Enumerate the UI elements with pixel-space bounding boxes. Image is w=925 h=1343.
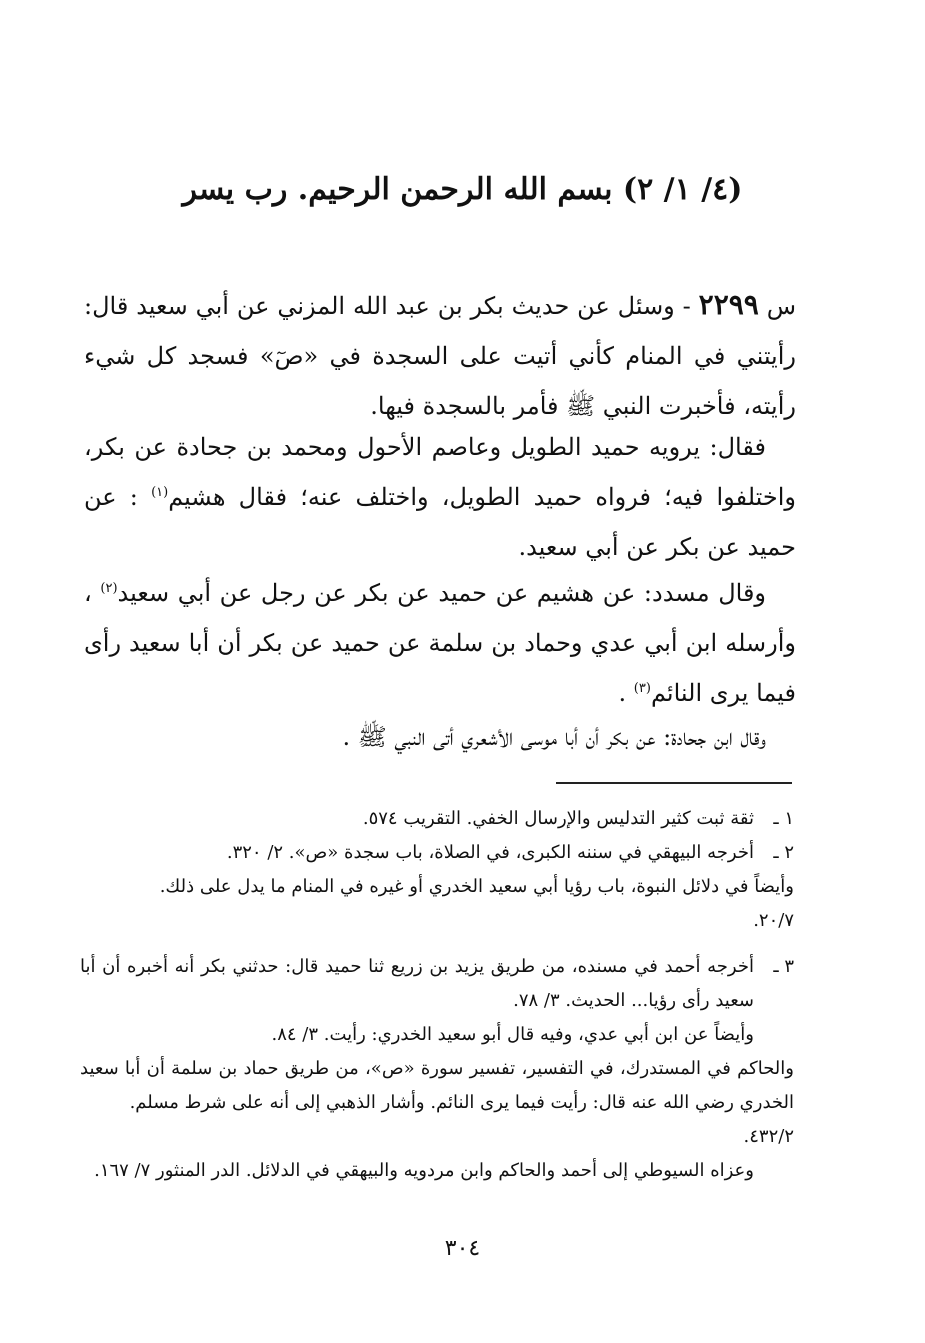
footnote-1: [80, 802, 794, 836]
answer-text-1b: : عن حميد عن بكر عن أبي سعيد.: [84, 483, 796, 561]
footnote-line: والحاكم في المستدرك، في التفسير، تفسير سورة «ص»، من طريق حماد بن سلمة أن أبا سعيد الخدري رضي الله عنه قال: رأيت فيما يرى النائم. وأشار الذهبي إلى أنه على شرط مسلم.: [80, 1058, 794, 1113]
footnote-ref-2: (٢): [100, 581, 118, 596]
footnote-marker: ١ ـ: [773, 808, 794, 829]
answer-paragraph-1: [84, 422, 796, 572]
footnote-line: وأيضاً في دلائل النبوة، باب رؤيا أبي سعيد الخدري أو غيره في المنام ما يدل على ذلك.: [159, 876, 794, 897]
answer-paragraph-3: وقال ابن جحادة: عن بكر أن أبا موسى الأشعري أتى النبي ﷺ .: [342, 723, 766, 751]
footnote-2: [80, 836, 794, 938]
answer-text-2c: .: [618, 679, 634, 707]
footnote-ref-1: (١): [151, 485, 169, 500]
footnote-line: ٤٣٢/٢.: [743, 1126, 794, 1147]
question-paragraph: [84, 280, 796, 431]
answer-text-2b: ، وأرسله ابن أبي عدي وحماد بن سلمة عن حميد عن بكر أن أبا سعيد رأى فيما يرى النائم: [84, 579, 796, 707]
footnote-line: أخرجه البيهقي في سننه الكبرى، في الصلاة، باب سجدة «ص». ٢/ ٣٢٠.: [226, 842, 754, 863]
answer-paragraph-2: [84, 568, 796, 718]
page-title: (٤/ ١/ ٢) بسم الله الرحمن الرحيم. رب يسر: [182, 172, 743, 207]
footnote-line: وأيضاً عن ابن أبي عدي، وفيه قال أبو سعيد الخدري: رأيت. ٣/ ٨٤.: [271, 1024, 754, 1045]
footnote-line: أخرجه أحمد في مسنده، من طريق يزيد بن زريع ثنا حميد قال: حدثني بكر أنه أخبره أن أبا سعيد رأى رؤيا... الحديث. ٣/ ٧٨.: [80, 956, 754, 1011]
footnote-line: ثقة ثبت كثير التدليس والإرسال الخفي. التقريب ٥٧٤.: [362, 808, 754, 829]
footnote-line: وعزاه السيوطي إلى أحمد والحاكم وابن مردويه والبيهقي في الدلائل. الدر المنثور ٧/ ١٦٧.: [94, 1160, 754, 1181]
footnote-separator: [556, 782, 792, 784]
answer-text-2a: وقال مسدد: عن هشيم عن حميد عن بكر عن رجل عن أبي سعيد: [117, 579, 767, 607]
footnotes: [80, 802, 794, 1188]
question-prefix: س: [766, 292, 796, 320]
footnote-line: ٢٠/٧.: [753, 910, 794, 931]
footnote-marker: ٣ ـ: [773, 956, 794, 977]
footnote-ref-3: (٣): [633, 681, 651, 696]
answer-text-1a: فقال: يرويه حميد الطويل وعاصم الأحول ومحمد بن جحادة عن بكر، واختلفوا فيه؛ فرواه حميد الطويل، واختلف عنه؛ فقال هشيم: [84, 433, 797, 511]
footnote-3: [80, 950, 794, 1188]
question-text: - وسئل عن حديث بكر بن عبد الله المزني عن أبي سعيد قال: رأيتني في المنام كأني أتيت على السجدة في «صٓ» فسجد كل شيء رأيته، فأخبرت النبي ﷺ فأمر بالسجدة فيها.: [84, 292, 796, 420]
footnote-marker: ٢ ـ: [773, 842, 794, 863]
question-number: ٢٢٩٩: [698, 288, 759, 321]
page-number: ٣٠٤: [444, 1236, 481, 1261]
